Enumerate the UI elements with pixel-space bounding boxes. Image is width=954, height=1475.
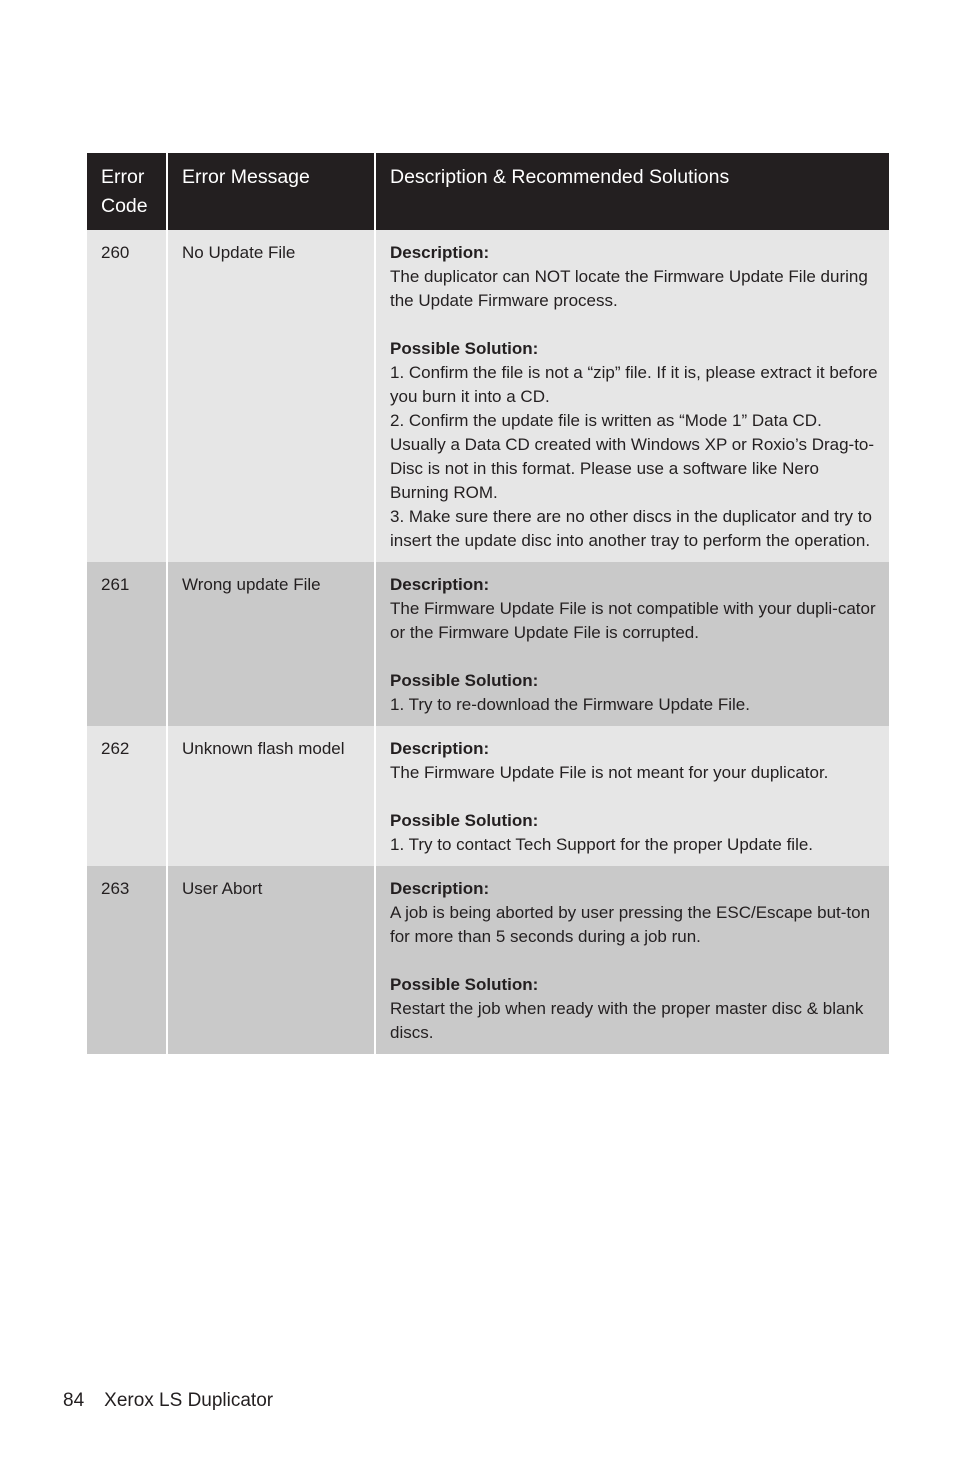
- solution-line: 1. Try to re-download the Firmware Update File.: [390, 695, 750, 714]
- solution-label: Possible Solution:: [390, 811, 539, 830]
- description-text: A job is being aborted by user pressing the ESC/Escape but-ton for more than 5 seconds during a job run.: [390, 903, 871, 946]
- error-message-cell: User Abort: [167, 866, 375, 1054]
- error-message-cell: Unknown flash model: [167, 726, 375, 866]
- header-error-code: Error Code: [87, 153, 167, 230]
- solution-line: Restart the job when ready with the proper master disc & blank discs.: [390, 999, 864, 1042]
- solution-label: Possible Solution:: [390, 671, 539, 690]
- description-label: Description:: [390, 243, 490, 262]
- header-description: Description & Recommended Solutions: [375, 153, 889, 230]
- error-code-cell: 261: [87, 562, 167, 726]
- error-code-cell: 260: [87, 230, 167, 562]
- document-title: Xerox LS Duplicator: [104, 1390, 274, 1411]
- table-row: [87, 562, 889, 726]
- description-cell: [375, 230, 889, 562]
- description-label: Description:: [390, 739, 490, 758]
- header-error-message: Error Message: [167, 153, 375, 230]
- error-code-cell: 263: [87, 866, 167, 1054]
- description-label: Description:: [390, 575, 490, 594]
- table-row: [87, 866, 889, 1054]
- description-cell: [375, 866, 889, 1054]
- page-footer: [63, 1388, 273, 1414]
- description-cell: [375, 562, 889, 726]
- solution-line: 3. Make sure there are no other discs in the duplicator and try to insert the update disc into another tray to perform the operation.: [390, 507, 872, 550]
- table-row: [87, 230, 889, 562]
- solution-label: Possible Solution:: [390, 339, 539, 358]
- error-message-cell: No Update File: [167, 230, 375, 562]
- description-text: The duplicator can NOT locate the Firmware Update File during the Update Firmware process.: [390, 267, 868, 310]
- error-code-cell: 262: [87, 726, 167, 866]
- description-text: The Firmware Update File is not compatible with your dupli-cator or the Firmware Update File is corrupted.: [390, 599, 876, 642]
- solution-line: 1. Try to contact Tech Support for the proper Update file.: [390, 835, 814, 854]
- solution-line: 1. Confirm the file is not a “zip” file. If it is, please extract it before you burn it into a CD.: [390, 363, 878, 406]
- description-label: Description:: [390, 879, 490, 898]
- table-header-row: [87, 153, 889, 230]
- page-number: 84: [63, 1390, 85, 1411]
- solution-line: 2. Confirm the update file is written as “Mode 1” Data CD. Usually a Data CD created with Windows XP or Roxio’s Drag-to-Disc is not in this format. Please use a software like Nero Burning ROM.: [390, 411, 875, 502]
- error-code-table: [87, 153, 889, 1054]
- table-row: [87, 726, 889, 866]
- description-cell: [375, 726, 889, 866]
- error-message-cell: Wrong update File: [167, 562, 375, 726]
- description-text: The Firmware Update File is not meant for your duplicator.: [390, 763, 829, 782]
- solution-label: Possible Solution:: [390, 975, 539, 994]
